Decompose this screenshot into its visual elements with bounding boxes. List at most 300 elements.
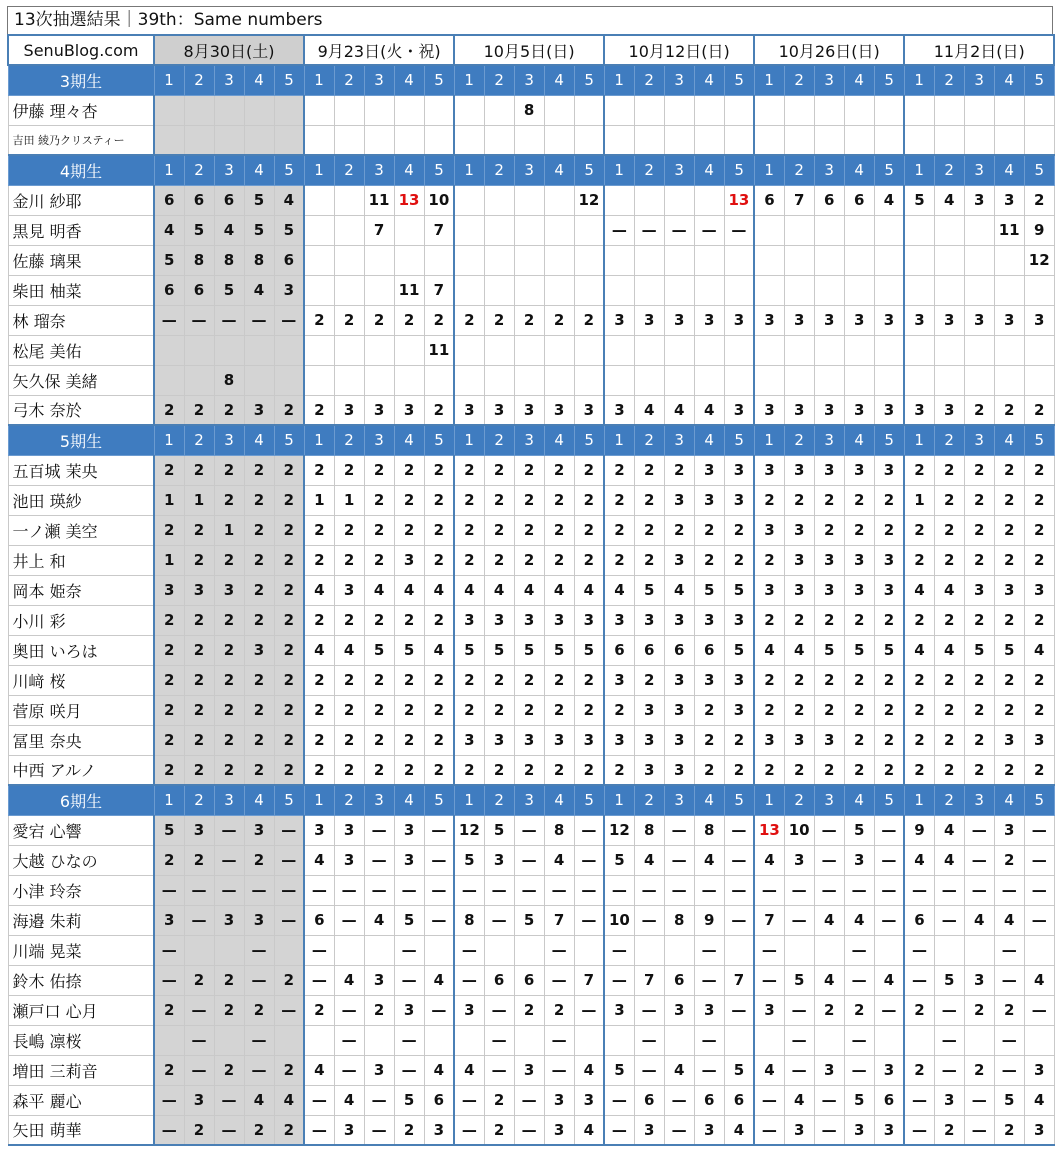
result-cell [874,215,904,245]
result-cell: 2 [514,545,544,575]
result-cell: 3 [484,725,514,755]
result-cell [694,125,724,155]
slot-number-label: 4 [544,155,574,185]
no-entry-mark: — [154,875,184,905]
result-cell: 2 [964,665,994,695]
no-entry-mark: — [244,935,274,965]
result-cell: 4 [424,1055,454,1085]
result-cell: 2 [304,695,334,725]
result-cell: 2 [664,515,694,545]
result-cell: 1 [214,515,244,545]
result-cell [214,1025,244,1055]
no-entry-mark: — [634,1025,664,1055]
result-cell [604,245,634,275]
result-cell: 2 [304,995,334,1025]
result-cell [154,95,184,125]
no-entry-mark: — [274,875,304,905]
result-cell: 2 [844,515,874,545]
result-cell [394,215,424,245]
result-cell: 12 [574,185,604,215]
result-cell: 2 [964,395,994,425]
result-cell: 2 [244,605,274,635]
result-cell: 2 [244,755,274,785]
result-cell: 4 [454,1055,484,1085]
slot-number-label: 5 [274,425,304,455]
member-row [8,1085,1054,1115]
result-cell: 6 [184,275,214,305]
result-cell: 3 [634,755,664,785]
result-cell: 2 [214,965,244,995]
result-cell: 3 [694,665,724,695]
result-cell [904,125,934,155]
result-cell [424,365,454,395]
result-cell: 2 [814,605,844,635]
result-cell: 6 [604,635,634,665]
date-header: 10月5日(日) [454,35,604,65]
no-entry-mark: — [364,845,394,875]
result-cell: 3 [394,395,424,425]
result-cell [664,275,694,305]
member-row [8,95,1054,125]
result-cell: 2 [844,695,874,725]
slot-number-label: 2 [334,65,364,95]
generation-label: 5期生 [8,425,154,455]
no-entry-mark: — [934,875,964,905]
no-entry-mark: — [934,905,964,935]
no-entry-mark: — [304,1085,334,1115]
slot-number-label: 2 [184,785,214,815]
result-cell: 3 [724,305,754,335]
no-entry-mark: — [454,935,484,965]
result-cell: 4 [904,845,934,875]
member-row [8,305,1054,335]
result-cell: 4 [604,575,634,605]
result-cell [754,365,784,395]
slot-number-label: 1 [604,425,634,455]
no-entry-mark: — [394,1025,424,1055]
generation-label: 4期生 [8,155,154,185]
slot-number-label: 2 [334,425,364,455]
result-cell: 2 [964,605,994,635]
result-cell: 12 [1024,245,1054,275]
no-entry-mark: — [664,1085,694,1115]
result-cell: 4 [964,905,994,935]
result-cell [394,335,424,365]
result-cell: 2 [874,665,904,695]
result-cell: 4 [304,845,334,875]
member-row [8,365,1054,395]
result-cell [304,185,334,215]
slot-number-label: 1 [904,785,934,815]
result-cell: 3 [664,605,694,635]
result-cell: 6 [634,635,664,665]
no-entry-mark: — [364,1085,394,1115]
result-cell: 2 [754,695,784,725]
no-entry-mark: — [304,935,334,965]
result-cell [604,1025,634,1055]
result-cell [874,365,904,395]
result-cell: 2 [274,515,304,545]
no-entry-mark: — [484,1055,514,1085]
result-cell: 5 [364,635,394,665]
result-cell: 4 [664,575,694,605]
no-entry-mark: — [454,875,484,905]
no-entry-mark: — [424,875,454,905]
member-row [8,875,1054,905]
no-entry-mark: — [184,1055,214,1085]
result-cell [304,215,334,245]
result-cell: 3 [784,845,814,875]
result-cell: 2 [184,395,214,425]
result-cell [784,365,814,395]
result-cell [964,125,994,155]
result-cell [934,365,964,395]
result-cell [334,185,364,215]
result-cell: 7 [424,275,454,305]
result-cell [484,185,514,215]
result-cell: 12 [604,815,634,845]
no-entry-mark: — [334,905,364,935]
result-cell [964,275,994,305]
result-cell: 2 [364,755,394,785]
result-cell [244,95,274,125]
result-cell [364,365,394,395]
result-cell: 2 [154,635,184,665]
no-entry-mark: — [1024,905,1054,935]
result-cell: 3 [694,485,724,515]
member-name: 吉田 綾乃クリスティー [8,125,154,155]
slot-number-label: 5 [424,155,454,185]
slot-number-label: 4 [244,155,274,185]
result-cell: 5 [514,635,544,665]
slot-number-label: 5 [1024,785,1054,815]
result-cell [934,935,964,965]
result-cell: 3 [754,725,784,755]
slot-number-label: 3 [664,155,694,185]
result-cell [514,185,544,215]
result-cell [274,935,304,965]
no-entry-mark: — [514,1085,544,1115]
result-cell [484,935,514,965]
result-cell: 4 [574,1055,604,1085]
no-entry-mark: — [364,815,394,845]
result-cell [814,95,844,125]
result-cell: 2 [784,665,814,695]
member-name: 林 瑠奈 [8,305,154,335]
result-cell [934,125,964,155]
slot-number-label: 1 [754,155,784,185]
no-entry-mark: — [784,1025,814,1055]
result-cell: 2 [364,665,394,695]
result-cell [784,335,814,365]
member-name: 森平 麗心 [8,1085,154,1115]
result-cell: 2 [274,755,304,785]
member-row [8,185,1054,215]
result-cell: 2 [544,665,574,695]
result-cell: 3 [364,1055,394,1085]
result-cell: 3 [844,1115,874,1145]
member-name: 中西 アルノ [8,755,154,785]
result-cell: 2 [514,695,544,725]
no-entry-mark: — [544,935,574,965]
result-cell: 2 [574,695,604,725]
member-name: 奥田 いろは [8,635,154,665]
result-cell: 4 [664,395,694,425]
result-cell: 2 [424,665,454,695]
result-cell [544,275,574,305]
result-cell: 5 [784,965,814,995]
result-cell: 2 [964,455,994,485]
result-cell [484,245,514,275]
result-cell: 3 [874,455,904,485]
slot-number-label: 5 [424,65,454,95]
slot-number-label: 3 [214,425,244,455]
result-cell: 5 [154,245,184,275]
no-entry-mark: — [604,965,634,995]
result-cell: 2 [154,725,184,755]
result-cell [574,365,604,395]
result-cell: 2 [304,545,334,575]
result-cell [724,335,754,365]
no-entry-mark: — [814,815,844,845]
result-cell: 2 [364,545,394,575]
slot-number-label: 4 [394,785,424,815]
result-cell: 3 [784,305,814,335]
result-cell: 5 [934,965,964,995]
result-cell: 2 [154,395,184,425]
result-cell: 2 [514,305,544,335]
result-cell: 2 [454,305,484,335]
result-cell: 2 [304,755,334,785]
result-cell: 3 [814,1055,844,1085]
result-cell: 4 [994,905,1024,935]
member-name: 大越 ひなの [8,845,154,875]
result-cell: 2 [1024,605,1054,635]
no-entry-mark: — [394,1055,424,1085]
result-cell [514,935,544,965]
result-cell [694,185,724,215]
no-entry-mark: — [604,1085,634,1115]
result-cell: 6 [154,275,184,305]
result-cell: 4 [724,1115,754,1145]
result-cell: 4 [934,815,964,845]
member-name: 小津 玲奈 [8,875,154,905]
result-cell: 4 [334,965,364,995]
no-entry-mark: — [214,815,244,845]
result-cell: 2 [334,605,364,635]
result-cell: 3 [604,395,634,425]
member-row [8,965,1054,995]
slot-number-label: 5 [874,785,904,815]
result-cell: 1 [184,485,214,515]
result-cell: 3 [784,725,814,755]
result-cell [514,1025,544,1055]
result-cell: 3 [334,395,364,425]
result-cell: 2 [934,485,964,515]
result-cell: 3 [964,575,994,605]
result-cell [784,95,814,125]
result-cell: 4 [514,575,544,605]
result-cell: 3 [1024,725,1054,755]
no-entry-mark: — [844,965,874,995]
result-cell: 2 [484,755,514,785]
no-entry-mark: — [1024,995,1054,1025]
result-cell: 2 [634,485,664,515]
slot-number-label: 2 [484,155,514,185]
result-cell [274,125,304,155]
slot-number-label: 1 [904,155,934,185]
member-row [8,335,1054,365]
result-cell: 2 [244,545,274,575]
slot-number-label: 2 [634,65,664,95]
slot-number-label: 1 [154,65,184,95]
result-cell: 2 [454,515,484,545]
result-cell: 2 [544,695,574,725]
result-cell: 2 [904,1055,934,1085]
result-cell: 2 [274,545,304,575]
slot-number-label: 3 [214,785,244,815]
member-name: 瀬戸口 心月 [8,995,154,1025]
result-cell [904,215,934,245]
result-cell: 2 [304,665,334,695]
result-cell [484,95,514,125]
slot-number-label: 5 [874,65,904,95]
result-cell [784,125,814,155]
result-cell: 3 [844,395,874,425]
result-cell: 3 [394,815,424,845]
result-cell: 2 [274,605,304,635]
result-cell: 2 [394,485,424,515]
result-cell: 3 [664,995,694,1025]
result-cell [364,95,394,125]
no-entry-mark: — [694,215,724,245]
result-cell: 8 [214,365,244,395]
result-cell: 2 [964,545,994,575]
result-cell: 3 [784,455,814,485]
result-cell: 7 [784,185,814,215]
result-cell: 3 [964,965,994,995]
site-label: SenuBlog.com [8,35,154,65]
result-cell [154,1025,184,1055]
result-cell: 2 [154,665,184,695]
result-cell [334,335,364,365]
result-cell [1024,125,1054,155]
result-cell: 6 [754,185,784,215]
result-cell: 2 [814,515,844,545]
result-cell: 8 [214,245,244,275]
result-cell: 7 [724,965,754,995]
no-entry-mark: — [304,875,334,905]
result-cell: 2 [334,695,364,725]
slot-number-label: 3 [814,65,844,95]
result-cell: 3 [634,725,664,755]
result-cell [694,365,724,395]
result-cell [1024,935,1054,965]
result-cell [904,245,934,275]
result-cell [874,95,904,125]
result-cell: 2 [454,695,484,725]
result-cell: 3 [364,395,394,425]
result-cell [304,365,334,395]
result-cell: 4 [574,1115,604,1145]
slot-number-label: 5 [274,65,304,95]
result-cell: 2 [334,515,364,545]
result-cell: 2 [304,395,334,425]
member-row [8,515,1054,545]
result-cell: 3 [664,545,694,575]
result-cell: 3 [934,305,964,335]
result-cell: 3 [814,545,844,575]
result-cell: 7 [364,215,394,245]
no-entry-mark: — [1024,845,1054,875]
result-cell: 2 [814,485,844,515]
no-entry-mark: — [634,875,664,905]
slot-number-label: 2 [484,785,514,815]
result-cell: 4 [1024,965,1054,995]
result-cell: 4 [874,965,904,995]
no-entry-mark: — [934,995,964,1025]
no-entry-mark: — [424,905,454,935]
slot-number-label: 2 [934,155,964,185]
result-cell: 3 [934,1085,964,1115]
result-cell: 2 [184,605,214,635]
result-cell: 4 [634,395,664,425]
slot-number-label: 5 [724,155,754,185]
result-cell: 5 [454,635,484,665]
slot-number-label: 1 [304,425,334,455]
result-cell: 2 [964,515,994,545]
result-cell: 2 [784,605,814,635]
result-cell: 2 [784,485,814,515]
generation-label: 3期生 [8,65,154,95]
result-cell: 3 [994,185,1024,215]
result-cell: 5 [604,845,634,875]
result-cell: 3 [724,395,754,425]
no-entry-mark: — [634,995,664,1025]
generation-header-row [8,785,1054,815]
slot-number-label: 4 [394,155,424,185]
no-entry-mark: — [304,965,334,995]
slot-number-label: 2 [784,155,814,185]
result-cell [484,365,514,395]
no-entry-mark: — [364,1115,394,1145]
result-cell: 11 [994,215,1024,245]
no-entry-mark: — [484,995,514,1025]
no-entry-mark: — [334,1025,364,1055]
result-cell: 2 [694,515,724,545]
result-cell: 6 [274,245,304,275]
result-cell: 8 [694,815,724,845]
result-cell: 4 [304,635,334,665]
result-cell: 3 [814,575,844,605]
no-entry-mark: — [904,965,934,995]
result-cell [424,1025,454,1055]
no-entry-mark: — [784,875,814,905]
result-cell: 2 [1024,695,1054,725]
result-cell: 5 [904,185,934,215]
result-cell: 5 [724,575,754,605]
result-cell: 2 [244,995,274,1025]
no-entry-mark: — [244,305,274,335]
result-cell: 11 [364,185,394,215]
result-cell: 2 [244,665,274,695]
result-cell: 1 [334,485,364,515]
result-cell: 2 [874,485,904,515]
result-cell: 4 [694,395,724,425]
slot-number-label: 1 [154,155,184,185]
slot-number-label: 1 [604,155,634,185]
slot-number-label: 4 [394,65,424,95]
